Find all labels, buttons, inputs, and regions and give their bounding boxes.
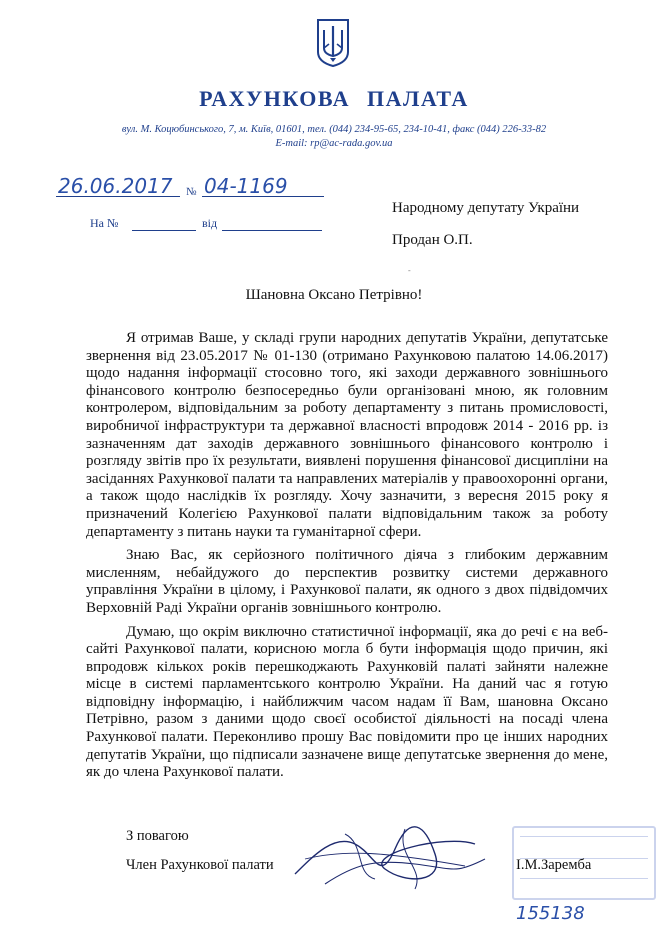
signer-name: І.М.Заремба: [516, 857, 592, 873]
signer-title: Член Рахункової палати: [126, 857, 274, 873]
handwritten-signature: [285, 814, 495, 894]
registration-date-line: [56, 196, 180, 197]
salutation: Шановна Оксано Петрівно!: [245, 287, 423, 303]
reference-number-line: [132, 230, 196, 231]
body-paragraph-1: Я отримав Ваше, у складі групи народних депутатів України, депутатське звернення від 23.05.2017 № 01-130 (отримано Рахунковою палатою 14.06.2017) щодо надання інформації стосовно того, які заходи державного зовнішнього фінансового контролю безпосередньо були організовані мною, як головним контролером, відповідальним за роботу департаменту з питань промисловості, виробничої інфраструктури та державної власності впродовж 2014 - 2016 рр. із зазначенням дат заходів державного зовнішнього фінансового контролю і розгляду звітів про їх результати, виявлені порушення фінансової дисципліни на засіданнях Рахункової палати та направлених матеріалів у правоохоронні органи, а також щодо наслідків їх розгляду. Хочу зазначити, з вересня 2015 року я призначений Колегією Рахункової палати відповідальним також за роботу департаменту з питань науки та гуманітарної сфери.: [86, 330, 608, 540]
organization-title: РАХУНКОВА ПАЛАТА: [199, 86, 469, 111]
registration-date: 26.06.2017: [58, 174, 173, 198]
incoming-number: 155138: [516, 903, 585, 924]
reference-from-label: від: [202, 216, 218, 230]
recipient-name: Продан О.П.: [392, 232, 473, 248]
closing-regards: З повагою: [126, 828, 189, 844]
reference-label: На №: [90, 216, 119, 230]
registration-number-label: №: [186, 186, 197, 198]
dash-mark: -: [408, 266, 411, 275]
registration-number-line: [202, 196, 324, 197]
registration-number: 04-1169: [204, 174, 288, 198]
trident-icon: [316, 18, 350, 68]
organization-email: E-mail: rp@ac-rada.gov.ua: [275, 138, 393, 149]
body-paragraph-3: Думаю, що окрім виключно статистичної інформації, яка до речі є на веб-сайті Рахункової палати, корисною могла б бути інформація щодо причин, які впродовж кількох років перешкоджають Рахунковій палаті зайняти належне місце в системі парламентського контролю України. На даний час я готую відповідну інформацію, і найближчим часом надам її Вам, шановна Оксано Петрівно, разом з даними щодо своєї особистої діяльності на посаді члена Рахункової палати. Переконливо прошу Вас повідомити про це інших народних депутатів України, що підписали зазначене вище депутатське звернення до мене, як до члена Рахункової палати.: [86, 623, 608, 781]
organization-address: вул. М. Коцюбинського, 7, м. Київ, 01601, тел. (044) 234-95-65, 234-10-41, факс (044) 226-33-82: [121, 124, 547, 135]
body-paragraph-2: Знаю Вас, як серйозного політичного діяча з глибоким державним мисленням, небайдужого до перспектив розвитку системи державного управління України в цілому, і Рахункової палати, як одного з двох підвідомчих Верховній Раді України органів зовнішнього контролю.: [86, 547, 608, 616]
reference-date-line: [222, 230, 322, 231]
letter-body: [86, 330, 608, 788]
recipient-position: Народному депутату України: [392, 200, 580, 216]
